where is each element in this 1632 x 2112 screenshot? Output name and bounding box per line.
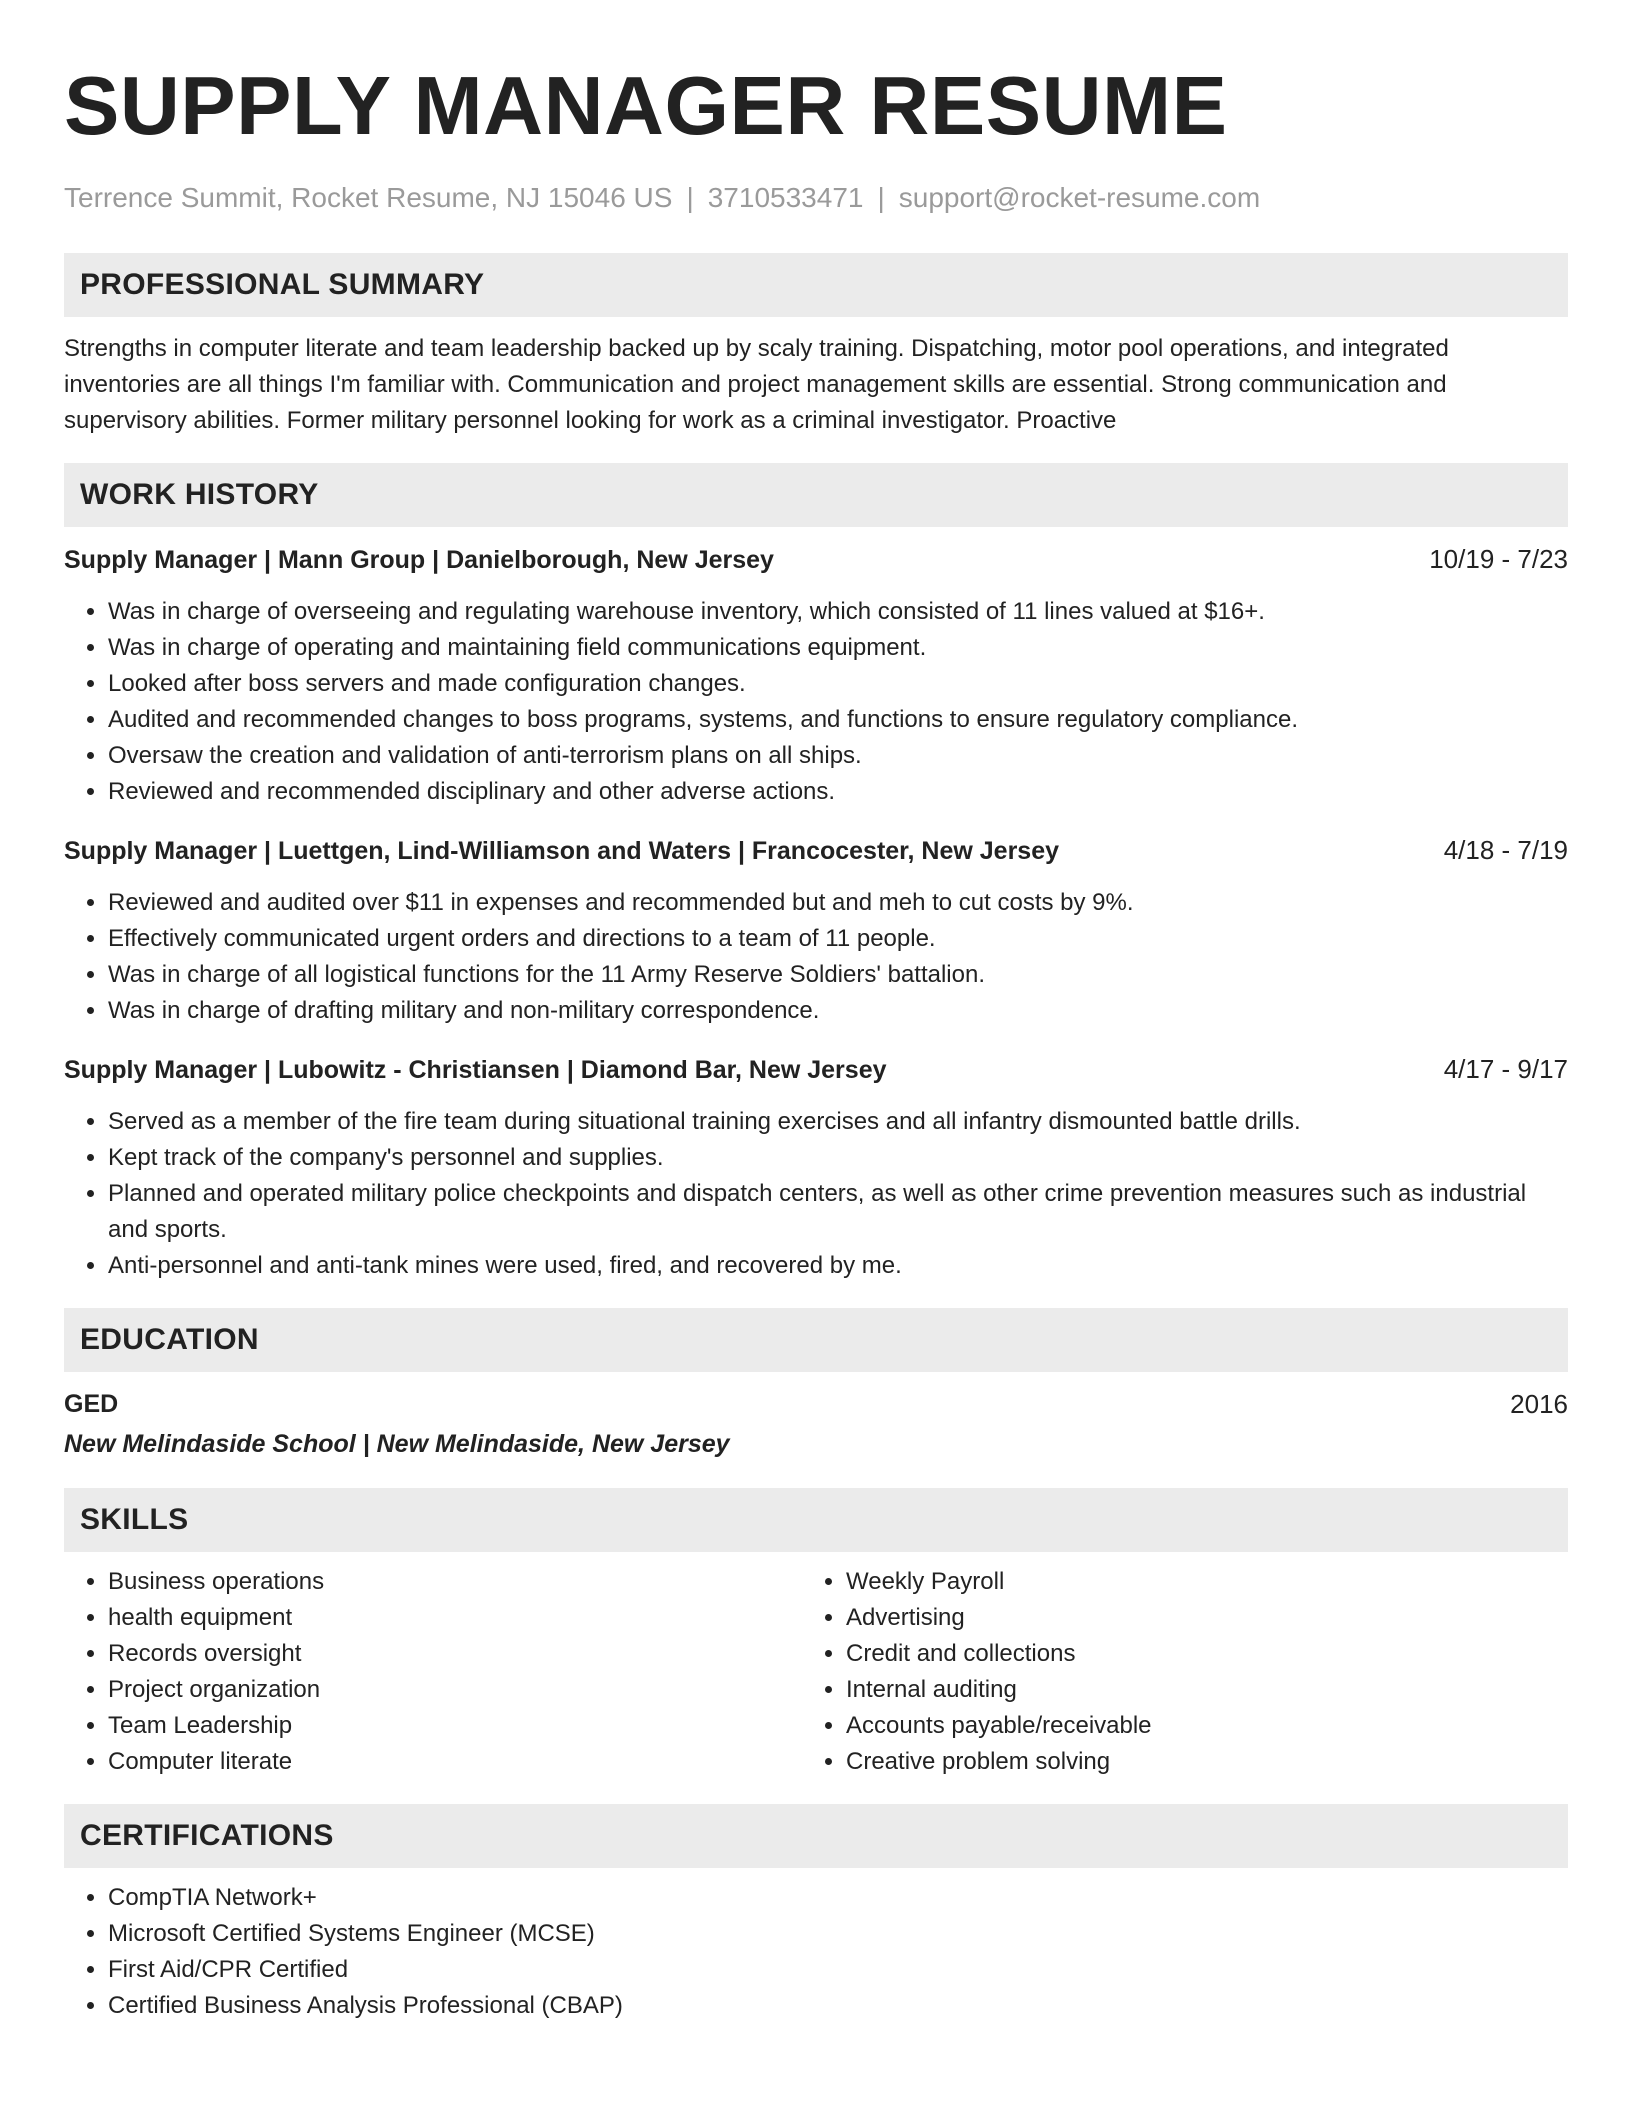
summary-heading: PROFESSIONAL SUMMARY bbox=[64, 253, 1568, 317]
education-year: 2016 bbox=[1510, 1389, 1568, 1419]
job-bullet: • Served as a member of the fire team during situational training exercises and all infantry dismounted battle drills. bbox=[108, 1104, 1568, 1140]
skill-item: • Weekly Payroll bbox=[846, 1564, 1540, 1600]
skill-item: • Accounts payable/receivable bbox=[846, 1708, 1540, 1744]
job-bullet: • Planned and operated military police checkpoints and dispatch centers, as well as other crime prevention measures such as industrial and sports. bbox=[108, 1176, 1568, 1248]
education-entry bbox=[64, 1384, 1568, 1464]
job-bullets bbox=[64, 594, 1568, 810]
contact-email[interactable]: support@rocket-resume.com bbox=[898, 182, 1261, 213]
job-header bbox=[64, 1051, 1568, 1088]
job-header bbox=[64, 832, 1568, 869]
job-bullet: • Effectively communicated urgent orders and directions to a team of 11 people. bbox=[108, 921, 1568, 957]
work-history-heading: WORK HISTORY bbox=[64, 463, 1568, 527]
skills-list-right bbox=[802, 1564, 1540, 1780]
job-dates: 4/17 - 9/17 bbox=[1443, 1054, 1568, 1084]
skills-heading: SKILLS bbox=[64, 1488, 1568, 1552]
education-school: New Melindaside School | New Melindaside, New Jersey bbox=[64, 1430, 730, 1458]
job-title: Supply Manager | Luettgen, Lind-Williamson and Waters | Francocester, New Jersey bbox=[64, 837, 1060, 865]
resume-title: SUPPLY MANAGER RESUME bbox=[64, 59, 1228, 152]
contact-separator: | bbox=[877, 182, 885, 213]
contact-phone: 3710533471 bbox=[707, 182, 864, 213]
job-bullet: • Reviewed and audited over $11 in expenses and recommended but and meh to cut costs by 9%. bbox=[108, 885, 1568, 921]
contact-address: Terrence Summit, Rocket Resume, NJ 15046 US bbox=[64, 182, 673, 213]
skill-item: • Project organization bbox=[108, 1672, 802, 1708]
job-bullet: • Was in charge of drafting military and non-military correspondence. bbox=[108, 993, 1568, 1029]
skill-item: • health equipment bbox=[108, 1600, 802, 1636]
education-row bbox=[64, 1384, 1568, 1424]
job-bullet: • Oversaw the creation and validation of anti-terrorism plans on all ships. bbox=[108, 738, 1568, 774]
education-heading: EDUCATION bbox=[64, 1308, 1568, 1372]
job-bullet: • Reviewed and recommended disciplinary and other adverse actions. bbox=[108, 774, 1568, 810]
job-bullet: • Audited and recommended changes to boss programs, systems, and functions to ensure regulatory compliance. bbox=[108, 702, 1568, 738]
skill-item: • Team Leadership bbox=[108, 1708, 802, 1744]
skill-item: • Business operations bbox=[108, 1564, 802, 1600]
skill-item: • Internal auditing bbox=[846, 1672, 1540, 1708]
summary-text: Strengths in computer literate and team leadership backed up by scaly training. Dispatching, motor pool operations, and integrated inventories are all things I'm familiar with. Communication and project management skills are essential. Strong communication and supervisory abilities. Former military personnel looking for work as a criminal investigator. Proactive bbox=[64, 335, 1449, 434]
job-bullet: • Looked after boss servers and made configuration changes. bbox=[108, 666, 1568, 702]
job-bullets bbox=[64, 885, 1568, 1029]
job-entry bbox=[64, 1051, 1568, 1284]
job-header bbox=[64, 541, 1568, 578]
job-bullet: • Was in charge of overseeing and regulating warehouse inventory, which consisted of 11 lines valued at $16+. bbox=[108, 594, 1568, 630]
certification-item: • Certified Business Analysis Professional (CBAP) bbox=[108, 1988, 1568, 2024]
certification-item: • First Aid/CPR Certified bbox=[108, 1952, 1568, 1988]
contact-separator: | bbox=[686, 182, 694, 213]
job-title: Supply Manager | Mann Group | Danielborough, New Jersey bbox=[64, 546, 774, 574]
contact-line bbox=[64, 178, 1568, 218]
skills-grid bbox=[64, 1564, 1568, 1780]
job-title: Supply Manager | Lubowitz - Christiansen | Diamond Bar, New Jersey bbox=[64, 1056, 887, 1084]
certification-item: • Microsoft Certified Systems Engineer (MCSE) bbox=[108, 1916, 1568, 1952]
job-bullet: • Was in charge of all logistical functions for the 11 Army Reserve Soldiers' battalion. bbox=[108, 957, 1568, 993]
education-degree: GED bbox=[64, 1390, 119, 1418]
certifications-list bbox=[64, 1880, 1568, 2024]
skill-item: • Records oversight bbox=[108, 1636, 802, 1672]
certification-item: • CompTIA Network+ bbox=[108, 1880, 1568, 1916]
job-entry bbox=[64, 541, 1568, 810]
job-dates: 10/19 - 7/23 bbox=[1429, 544, 1568, 574]
job-entry bbox=[64, 832, 1568, 1029]
job-bullets bbox=[64, 1104, 1568, 1284]
certifications-heading: CERTIFICATIONS bbox=[64, 1804, 1568, 1868]
skill-item: • Creative problem solving bbox=[846, 1744, 1540, 1780]
job-bullet: • Anti-personnel and anti-tank mines were used, fired, and recovered by me. bbox=[108, 1248, 1568, 1284]
skill-item: • Credit and collections bbox=[846, 1636, 1540, 1672]
job-dates: 4/18 - 7/19 bbox=[1443, 835, 1568, 865]
skill-item: • Advertising bbox=[846, 1600, 1540, 1636]
job-bullet: • Kept track of the company's personnel and supplies. bbox=[108, 1140, 1568, 1176]
skills-list-left bbox=[64, 1564, 802, 1780]
job-bullet: • Was in charge of operating and maintaining field communications equipment. bbox=[108, 630, 1568, 666]
skill-item: • Computer literate bbox=[108, 1744, 802, 1780]
